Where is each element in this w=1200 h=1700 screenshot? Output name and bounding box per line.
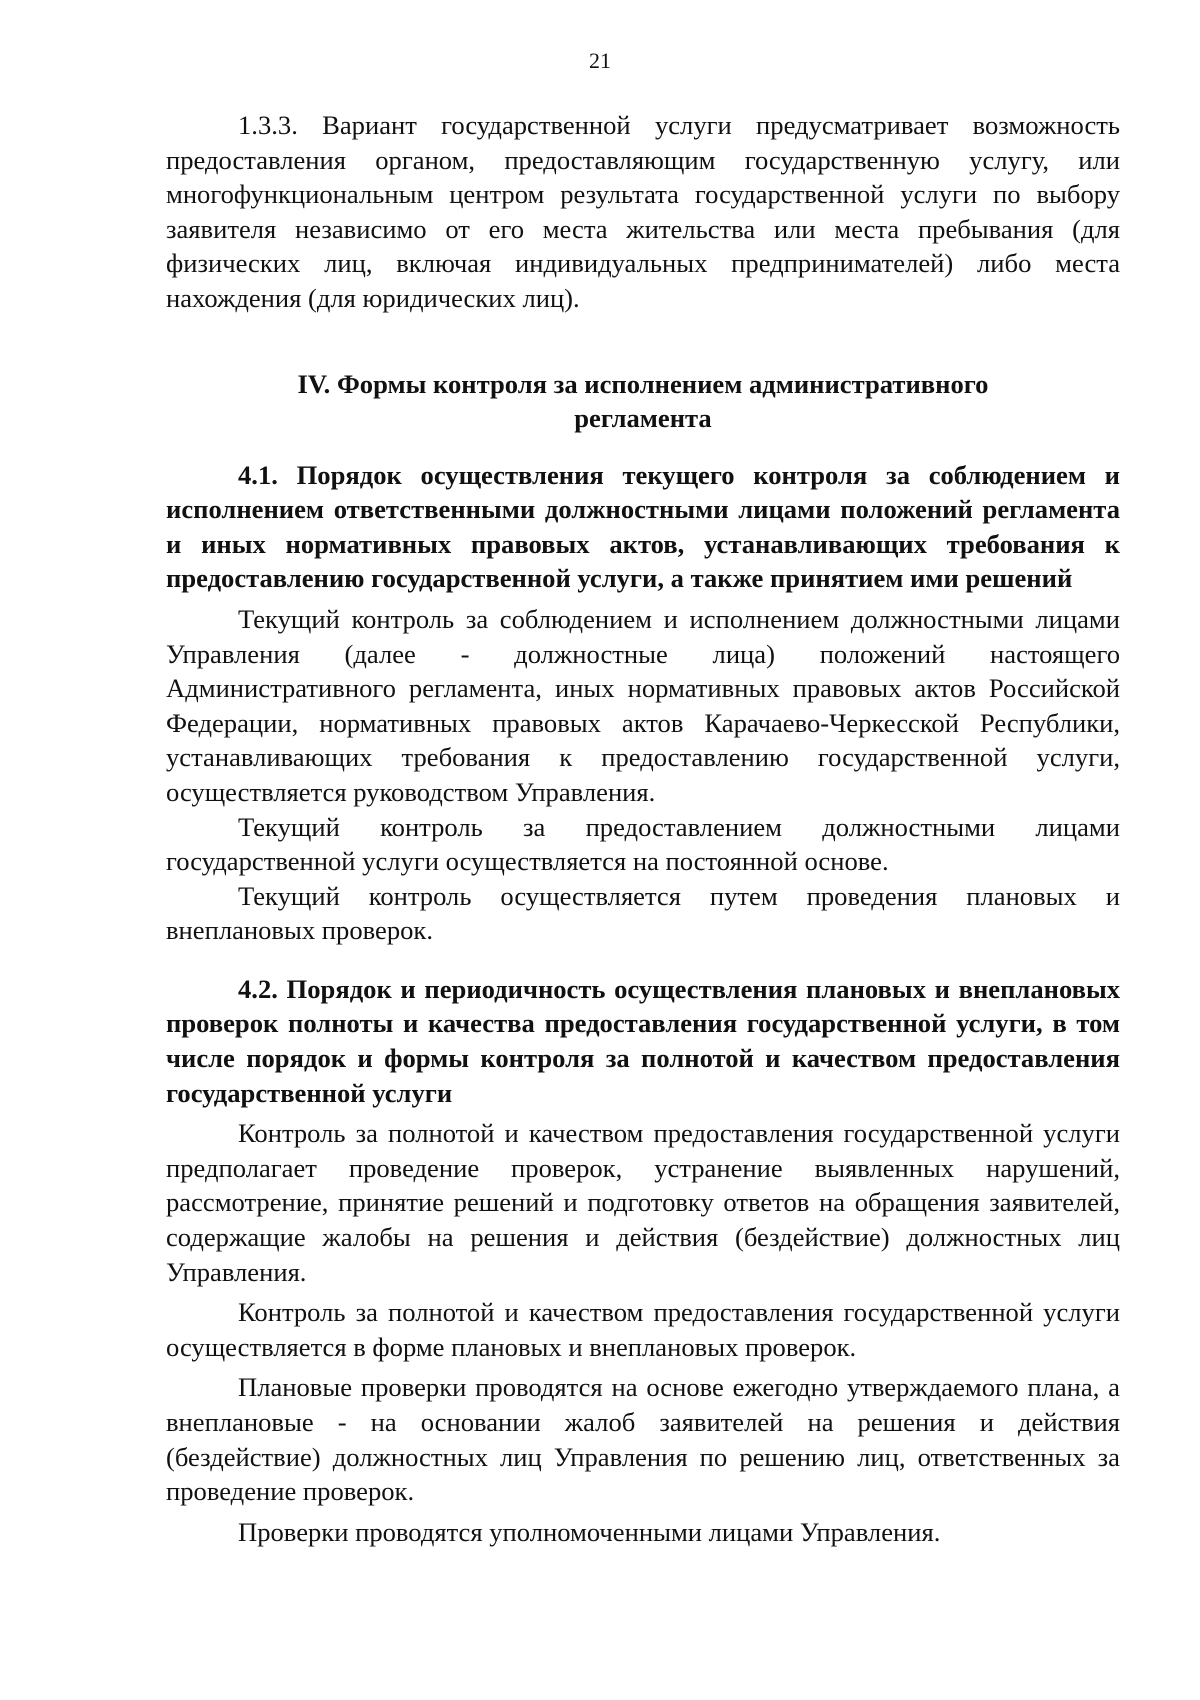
page-content [166, 108, 1120, 1549]
section-4-1-paragraph: Текущий контроль за предоставлением должностными лицами государственной услуги осуществляется на постоянной основе. [166, 811, 1120, 877]
chapter-title-line-1: IV. Формы контроля за исполнением административного [297, 368, 989, 399]
chapter-title [166, 367, 1120, 435]
section-4-2-paragraph: Плановые проверки проводятся на основе ежегодно утверждаемого плана, а внеплановые - на основании жалоб заявителей на решения и действия (бездействие) должностных лиц Управления по решению лиц, ответственных за проведение проверок. [166, 1372, 1120, 1507]
section-4-1-title: 4.1. Порядок осуществления текущего контроля за соблюдением и исполнением ответственными должностными лицами положений регламента и иных нормативных правовых актов, устанавливающих требования к предоставлению государственной услуги, а также принятием ими решений [166, 459, 1120, 594]
section-4-2-paragraph: Контроль за полнотой и качеством предоставления государственной услуги осуществляется в форме плановых и внеплановых проверок. [166, 1297, 1120, 1362]
chapter-title-line-2: регламента [574, 402, 712, 433]
section-4-2-paragraph: Контроль за полнотой и качеством предоставления государственной услуги предполагает проведение проверок, устранение выявленных нарушений, рассмотрение, принятие решений и подготовку ответов на обращения заявителей, содержащие жалобы на решения и действия (бездействие) должностных лиц Управления. [166, 1118, 1120, 1287]
paragraph-1-3-3: 1.3.3. Вариант государственной услуги предусматривает возможность предоставления органом, предоставляющим государственную услугу, или многофункциональным центром результата государственной услуги по выбору заявителя независимо от его места жительства или места пребывания (для физических лиц, включая индивидуальных предпринимателей) либо места нахождения (для юридических лиц). [166, 110, 1120, 313]
section-4-1-paragraph: Текущий контроль осуществляется путем проведения плановых и внеплановых проверок. [166, 880, 1120, 946]
page-number: 21 [589, 48, 611, 73]
section-4-1-paragraph: Текущий контроль за соблюдением и исполнением должностными лицами Управления (далее - должностные лица) положений настоящего Административного регламента, иных нормативных правовых актов Российской Федерации, нормативных правовых актов Карачаево-Черкесской Республики, устанавливающих требования к предоставлению государственной услуги, осуществляется руководством Управления. [166, 603, 1120, 807]
section-4-2-paragraph: Проверки проводятся уполномоченными лицами Управления. [238, 1516, 941, 1547]
section-4-2-title: 4.2. Порядок и периодичность осуществления плановых и внеплановых проверок полноты и качества предоставления государственной услуги, в том числе порядок и формы контроля за полнотой и качеством предоставления государственной услуги [166, 973, 1120, 1108]
